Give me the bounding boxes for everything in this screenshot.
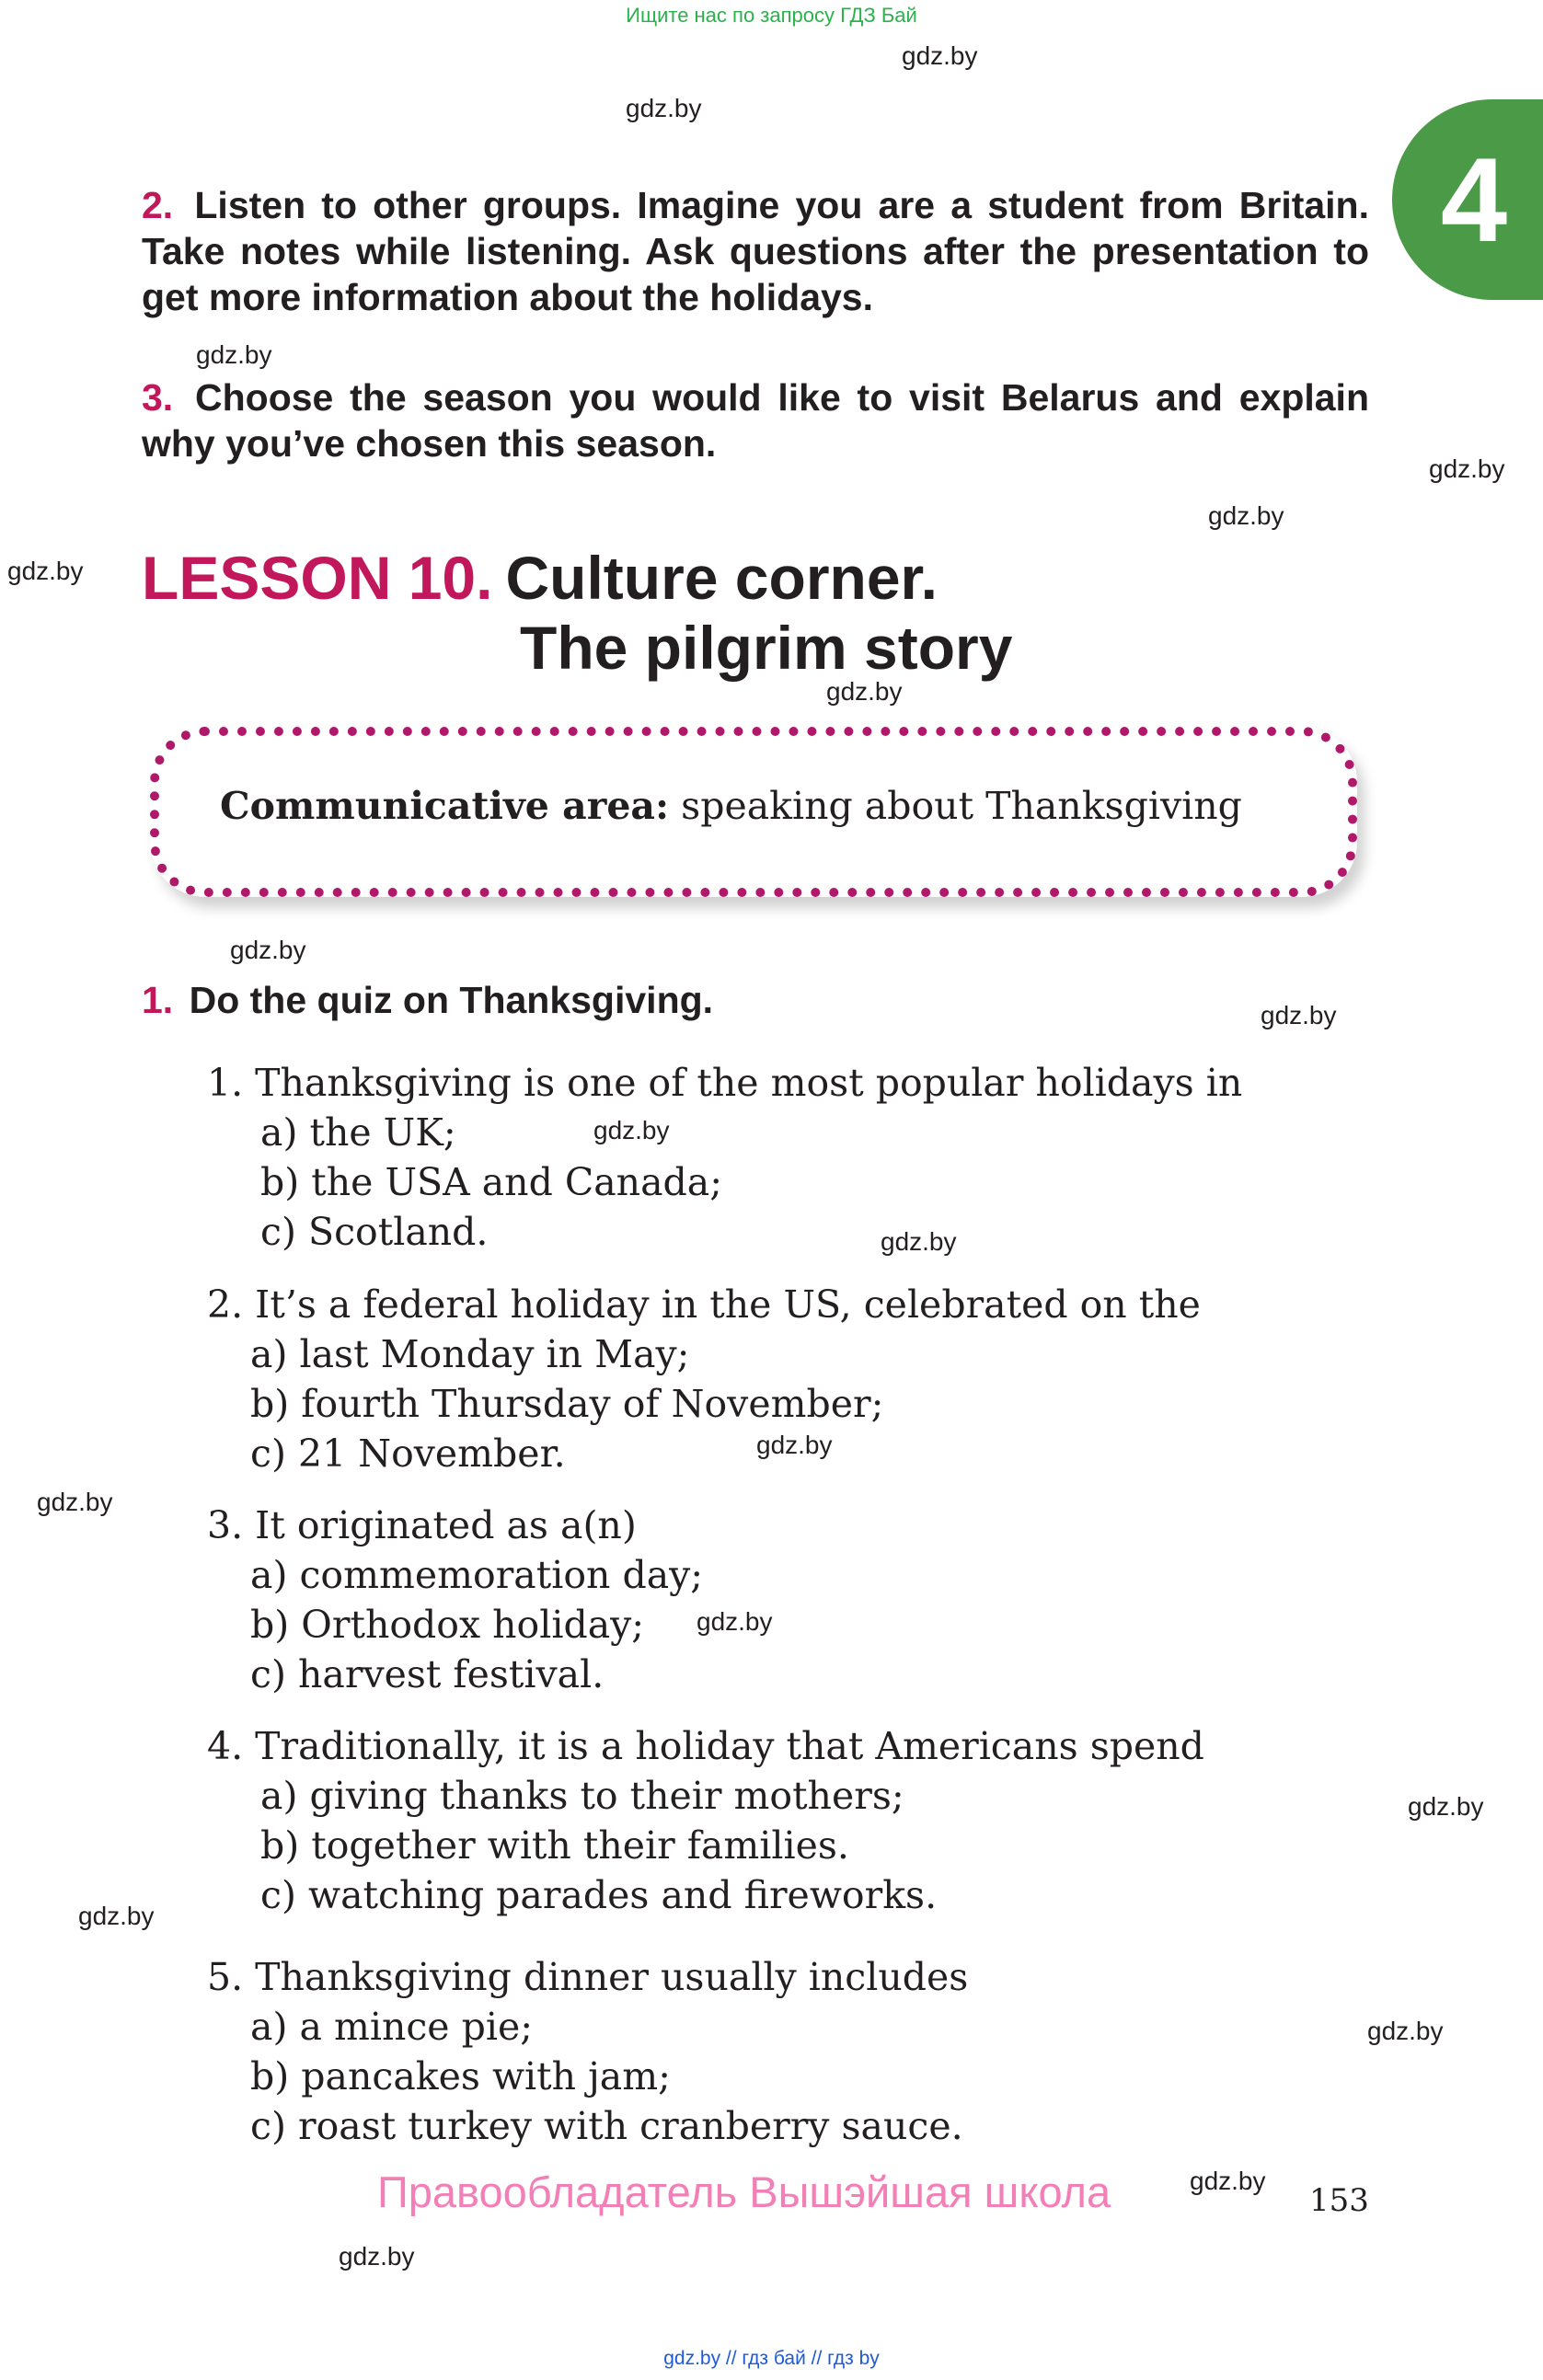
task-2 [142,182,1369,320]
watermark: gdz.by [1408,1792,1484,1821]
watermark: gdz.by [37,1488,113,1516]
watermark: gdz.by [1190,2167,1266,2195]
quiz-option: b) fourth Thursday of November; [250,1382,884,1426]
communicative-area-label: Communicative area: [220,784,670,828]
watermark: gdz.by [1261,1001,1337,1029]
watermark: gdz.by [756,1431,833,1459]
task-3 [142,374,1369,466]
watermark: gdz.by [196,340,272,369]
watermark: gdz.by [339,2242,415,2271]
quiz-option: a) commemoration day; [250,1553,704,1597]
quiz-option: c) 21 November. [250,1431,566,1476]
quiz-option: a) a mince pie; [250,2005,534,2049]
quiz-option: a) giving thanks to their mothers; [260,1774,904,1818]
quiz-option: a) last Monday in May; [250,1332,690,1376]
watermark: gdz.by [1367,2017,1444,2045]
quiz-option: c) harvest festival. [250,1652,605,1696]
communicative-area [220,784,1242,828]
task-number: 2. [142,184,174,226]
quiz-option: b) the USA and Canada; [260,1160,723,1204]
quiz-question: 4. Traditionally, it is a holiday that Americans spend [207,1724,1204,1768]
quiz-option: b) Orthodox holiday; [250,1603,645,1647]
watermark: gdz.by [626,94,702,122]
chapter-number-tab: 4 [1392,99,1543,300]
quiz-question: 2. It’s a federal holiday in the US, celebrated on the [207,1282,1201,1327]
page-number: 153 [1309,2182,1369,2219]
watermark: gdz.by [826,677,903,706]
watermark: gdz.by [78,1902,155,1930]
quiz-question: 1. Thanksgiving is one of the most popular holidays in [207,1061,1243,1105]
quiz-option: c) watching parades and fireworks. [260,1873,938,1917]
watermark: gdz.by [1208,501,1284,530]
quiz-option: c) Scotland. [260,1210,489,1254]
watermark: gdz.by [593,1116,670,1144]
quiz-question: 3. It originated as a(n) [207,1503,637,1547]
lesson-title [142,543,938,613]
bottom-banner[interactable]: gdz.by // гдз бай // гдз by [663,2348,880,2369]
watermark: gdz.by [902,41,978,70]
top-banner[interactable]: Ищите нас по запросу ГДЗ Бай [626,4,917,27]
quiz-option: a) the UK; [260,1110,456,1155]
task-text: Choose the season you would like to visit Belarus and explain why you’ve chosen this season. [142,376,1369,465]
exercise-instruction: Do the quiz on Thanksgiving. [189,979,714,1021]
quiz-question: 5. Thanksgiving dinner usually includes [207,1955,969,1999]
lesson-label: LESSON 10. [142,544,493,612]
task-number: 3. [142,376,174,419]
communicative-area-box [150,727,1357,897]
exercise-1 [142,977,713,1023]
quiz-option: c) roast turkey with cranberry sauce. [250,2104,963,2148]
watermark: gdz.by [7,557,84,585]
lesson-name: Culture corner. [505,544,938,612]
lesson-subtitle: The pilgrim story [520,614,1013,682]
communicative-area-text: speaking about Thanksgiving [681,784,1242,828]
task-text: Listen to other groups. Imagine you are a student from Britain. Take notes while listening. Ask questions after the presentation to get more information about the holidays. [142,184,1369,318]
watermark: gdz.by [697,1607,773,1636]
watermark: gdz.by [881,1227,957,1256]
quiz-option: b) pancakes with jam; [250,2054,671,2098]
quiz-option: b) together with their families. [260,1823,849,1868]
watermark: gdz.by [230,936,306,964]
exercise-number: 1. [142,979,174,1021]
watermark: gdz.by [1429,454,1505,483]
rights-holder: Правообладатель Вышэйшая школа [377,2167,1111,2216]
